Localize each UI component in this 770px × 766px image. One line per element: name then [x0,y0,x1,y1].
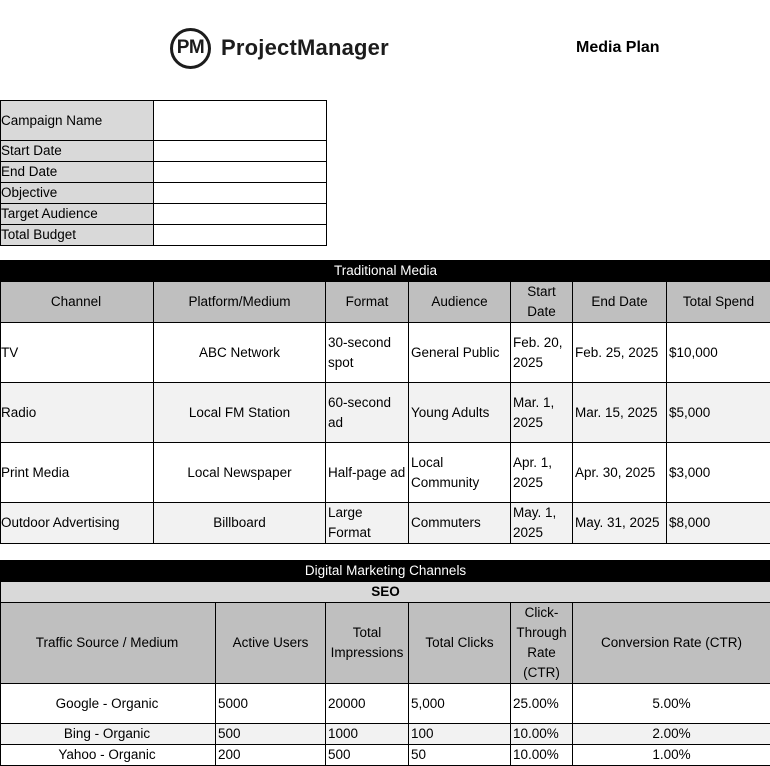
objective-label: Objective [1,183,154,204]
objective-value[interactable] [154,183,327,204]
conversion-rate-cell[interactable]: 2.00% [573,724,770,745]
campaign-info-table [0,100,327,246]
impressions-cell[interactable]: 500 [326,745,409,766]
clicks-cell[interactable]: 5,000 [409,684,511,724]
end-date-cell[interactable]: Apr. 30, 2025 [573,443,667,503]
conversion-rate-cell[interactable]: 1.00% [573,745,770,766]
ctr-cell[interactable]: 10.00% [511,724,573,745]
traditional-media-table [0,260,770,544]
platform-cell[interactable]: Billboard [154,503,326,544]
logo-mark: PM [170,28,211,69]
start-date-value[interactable] [154,141,327,162]
format-cell[interactable]: Large Format [326,503,409,544]
impressions-cell[interactable]: 20000 [326,684,409,724]
column-header: Total Clicks [409,603,511,684]
campaign-name-value[interactable] [154,101,327,141]
audience-cell[interactable]: General Public [409,323,511,383]
total-budget-value[interactable] [154,225,327,246]
table-row [1,724,770,745]
column-header: Platform/Medium [154,282,326,323]
start-date-cell[interactable]: Mar. 1, 2025 [511,383,573,443]
audience-cell[interactable]: Young Adults [409,383,511,443]
start-date-cell[interactable]: Feb. 20, 2025 [511,323,573,383]
end-date-value[interactable] [154,162,327,183]
column-header: Audience [409,282,511,323]
target-audience-label: Target Audience [1,204,154,225]
platform-cell[interactable]: ABC Network [154,323,326,383]
channel-cell[interactable]: Radio [1,383,154,443]
active-users-cell[interactable]: 5000 [216,684,326,724]
format-cell[interactable]: 60-second ad [326,383,409,443]
column-header: Conversion Rate (CTR) [573,603,770,684]
end-date-cell[interactable]: Mar. 15, 2025 [573,383,667,443]
logo-name: ProjectManager [221,35,389,61]
start-date-label: Start Date [1,141,154,162]
impressions-cell[interactable]: 1000 [326,724,409,745]
platform-cell[interactable]: Local Newspaper [154,443,326,503]
ctr-cell[interactable]: 10.00% [511,745,573,766]
traffic-source-cell[interactable]: Yahoo - Organic [1,745,216,766]
total-spend-cell[interactable]: $3,000 [667,443,770,503]
active-users-cell[interactable]: 500 [216,724,326,745]
format-cell[interactable]: 30-second spot [326,323,409,383]
column-header: Traffic Source / Medium [1,603,216,684]
format-cell[interactable]: Half-page ad [326,443,409,503]
active-users-cell[interactable]: 200 [216,745,326,766]
clicks-cell[interactable]: 100 [409,724,511,745]
ctr-cell[interactable]: 25.00% [511,684,573,724]
column-header: Start Date [511,282,573,323]
column-header: Total Spend [667,282,770,323]
clicks-cell[interactable]: 50 [409,745,511,766]
end-date-label: End Date [1,162,154,183]
digital-marketing-table [0,560,770,766]
column-header: Active Users [216,603,326,684]
total-spend-cell[interactable]: $8,000 [667,503,770,544]
end-date-cell[interactable]: May. 31, 2025 [573,503,667,544]
start-date-cell[interactable]: May. 1, 2025 [511,503,573,544]
total-spend-cell[interactable]: $10,000 [667,323,770,383]
column-header: Click-Through Rate (CTR) [511,603,573,684]
total-budget-label: Total Budget [1,225,154,246]
campaign-name-label: Campaign Name [1,101,154,141]
digital-marketing-header: Digital Marketing Channels [1,561,770,582]
channel-cell[interactable]: TV [1,323,154,383]
table-row [1,503,770,544]
logo [170,24,389,72]
column-header: Channel [1,282,154,323]
total-spend-cell[interactable]: $5,000 [667,383,770,443]
column-header: Format [326,282,409,323]
audience-cell[interactable]: Local Community [409,443,511,503]
page-title: Media Plan [576,39,660,57]
table-row [1,684,770,724]
table-row [1,443,770,503]
table-row [1,383,770,443]
traffic-source-cell[interactable]: Bing - Organic [1,724,216,745]
start-date-cell[interactable]: Apr. 1, 2025 [511,443,573,503]
channel-cell[interactable]: Print Media [1,443,154,503]
traditional-media-header: Traditional Media [1,261,770,282]
seo-subheader: SEO [1,582,770,603]
end-date-cell[interactable]: Feb. 25, 2025 [573,323,667,383]
channel-cell[interactable]: Outdoor Advertising [1,503,154,544]
conversion-rate-cell[interactable]: 5.00% [573,684,770,724]
column-header: End Date [573,282,667,323]
platform-cell[interactable]: Local FM Station [154,383,326,443]
traffic-source-cell[interactable]: Google - Organic [1,684,216,724]
column-header: Total Impressions [326,603,409,684]
audience-cell[interactable]: Commuters [409,503,511,544]
table-row [1,323,770,383]
target-audience-value[interactable] [154,204,327,225]
table-row [1,745,770,766]
